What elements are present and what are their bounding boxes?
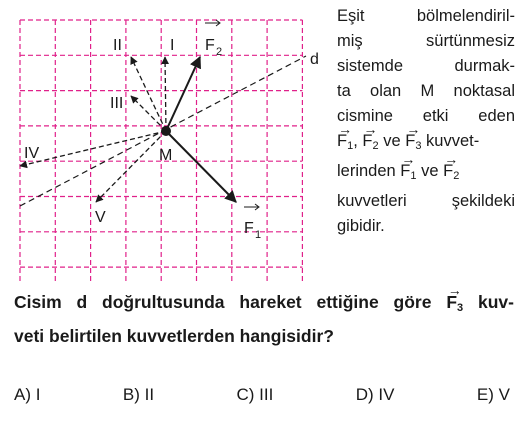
question-text xyxy=(14,288,514,350)
force-diagram xyxy=(0,0,335,282)
choice-a[interactable]: A) I xyxy=(14,385,41,404)
label-f2: F xyxy=(205,37,215,54)
vector-f2-symbol: → $F_2$ xyxy=(443,159,459,189)
desc-line: sistemde durmak- xyxy=(337,57,515,75)
choice-b[interactable]: B) II xyxy=(122,385,155,404)
vector-f1-symbol: → $F_1$ xyxy=(337,129,353,159)
vector-f1 xyxy=(166,131,236,202)
desc-line: kuvvetleri şekildeki xyxy=(337,192,515,210)
label-f1: F xyxy=(244,220,254,237)
point-m xyxy=(161,126,171,136)
label-iv: IV xyxy=(24,145,40,162)
problem-description xyxy=(337,4,515,239)
vector-f2-symbol: → $F_2$ xyxy=(362,129,378,159)
label-ii: II xyxy=(113,37,122,54)
choice-d[interactable]: D) IV xyxy=(355,385,395,404)
desc-line: cismine etki eden xyxy=(337,107,515,125)
desc-line: → $F_1$, → $F_2$ ve → $F_3$ kuvvet- xyxy=(337,129,515,159)
label-f2-sub: 2 xyxy=(216,46,223,58)
label-d: d xyxy=(310,51,319,68)
question-line: Cisim d doğrultusunda hareket ettiğine göre → $F_3$ kuv- xyxy=(14,288,514,322)
choice-e[interactable]: E) V xyxy=(476,385,510,404)
vector-f3-symbol: → $F_3$ xyxy=(446,288,463,322)
vector-f1-symbol: → $F_1$ xyxy=(400,159,416,189)
label-f1-sub: 1 xyxy=(255,229,262,241)
choice-c[interactable]: C) III xyxy=(236,385,274,404)
vector-v xyxy=(96,131,166,202)
desc-line: Eşit bölmelendiril- xyxy=(337,7,515,25)
label-v: V xyxy=(95,209,106,226)
f2-vector-arrow-icon xyxy=(205,20,220,26)
desc-line: lerinden → $F_1$ ve → $F_2$ xyxy=(337,159,515,189)
desc-line: miş sürtünmesiz xyxy=(337,32,515,50)
desc-line: gibidir. xyxy=(337,217,385,235)
vector-i xyxy=(165,57,166,131)
vector-f3-symbol: → $F_3$ xyxy=(405,129,421,159)
desc-line: ta olan M noktasal xyxy=(337,82,515,100)
question-line: veti belirtilen kuvvetlerden hangisidir? xyxy=(14,326,334,346)
answer-choices xyxy=(14,385,510,405)
label-iii: III xyxy=(110,95,124,112)
label-i: I xyxy=(170,37,175,54)
label-m: M xyxy=(159,147,173,164)
f1-vector-arrow-icon xyxy=(244,204,259,210)
